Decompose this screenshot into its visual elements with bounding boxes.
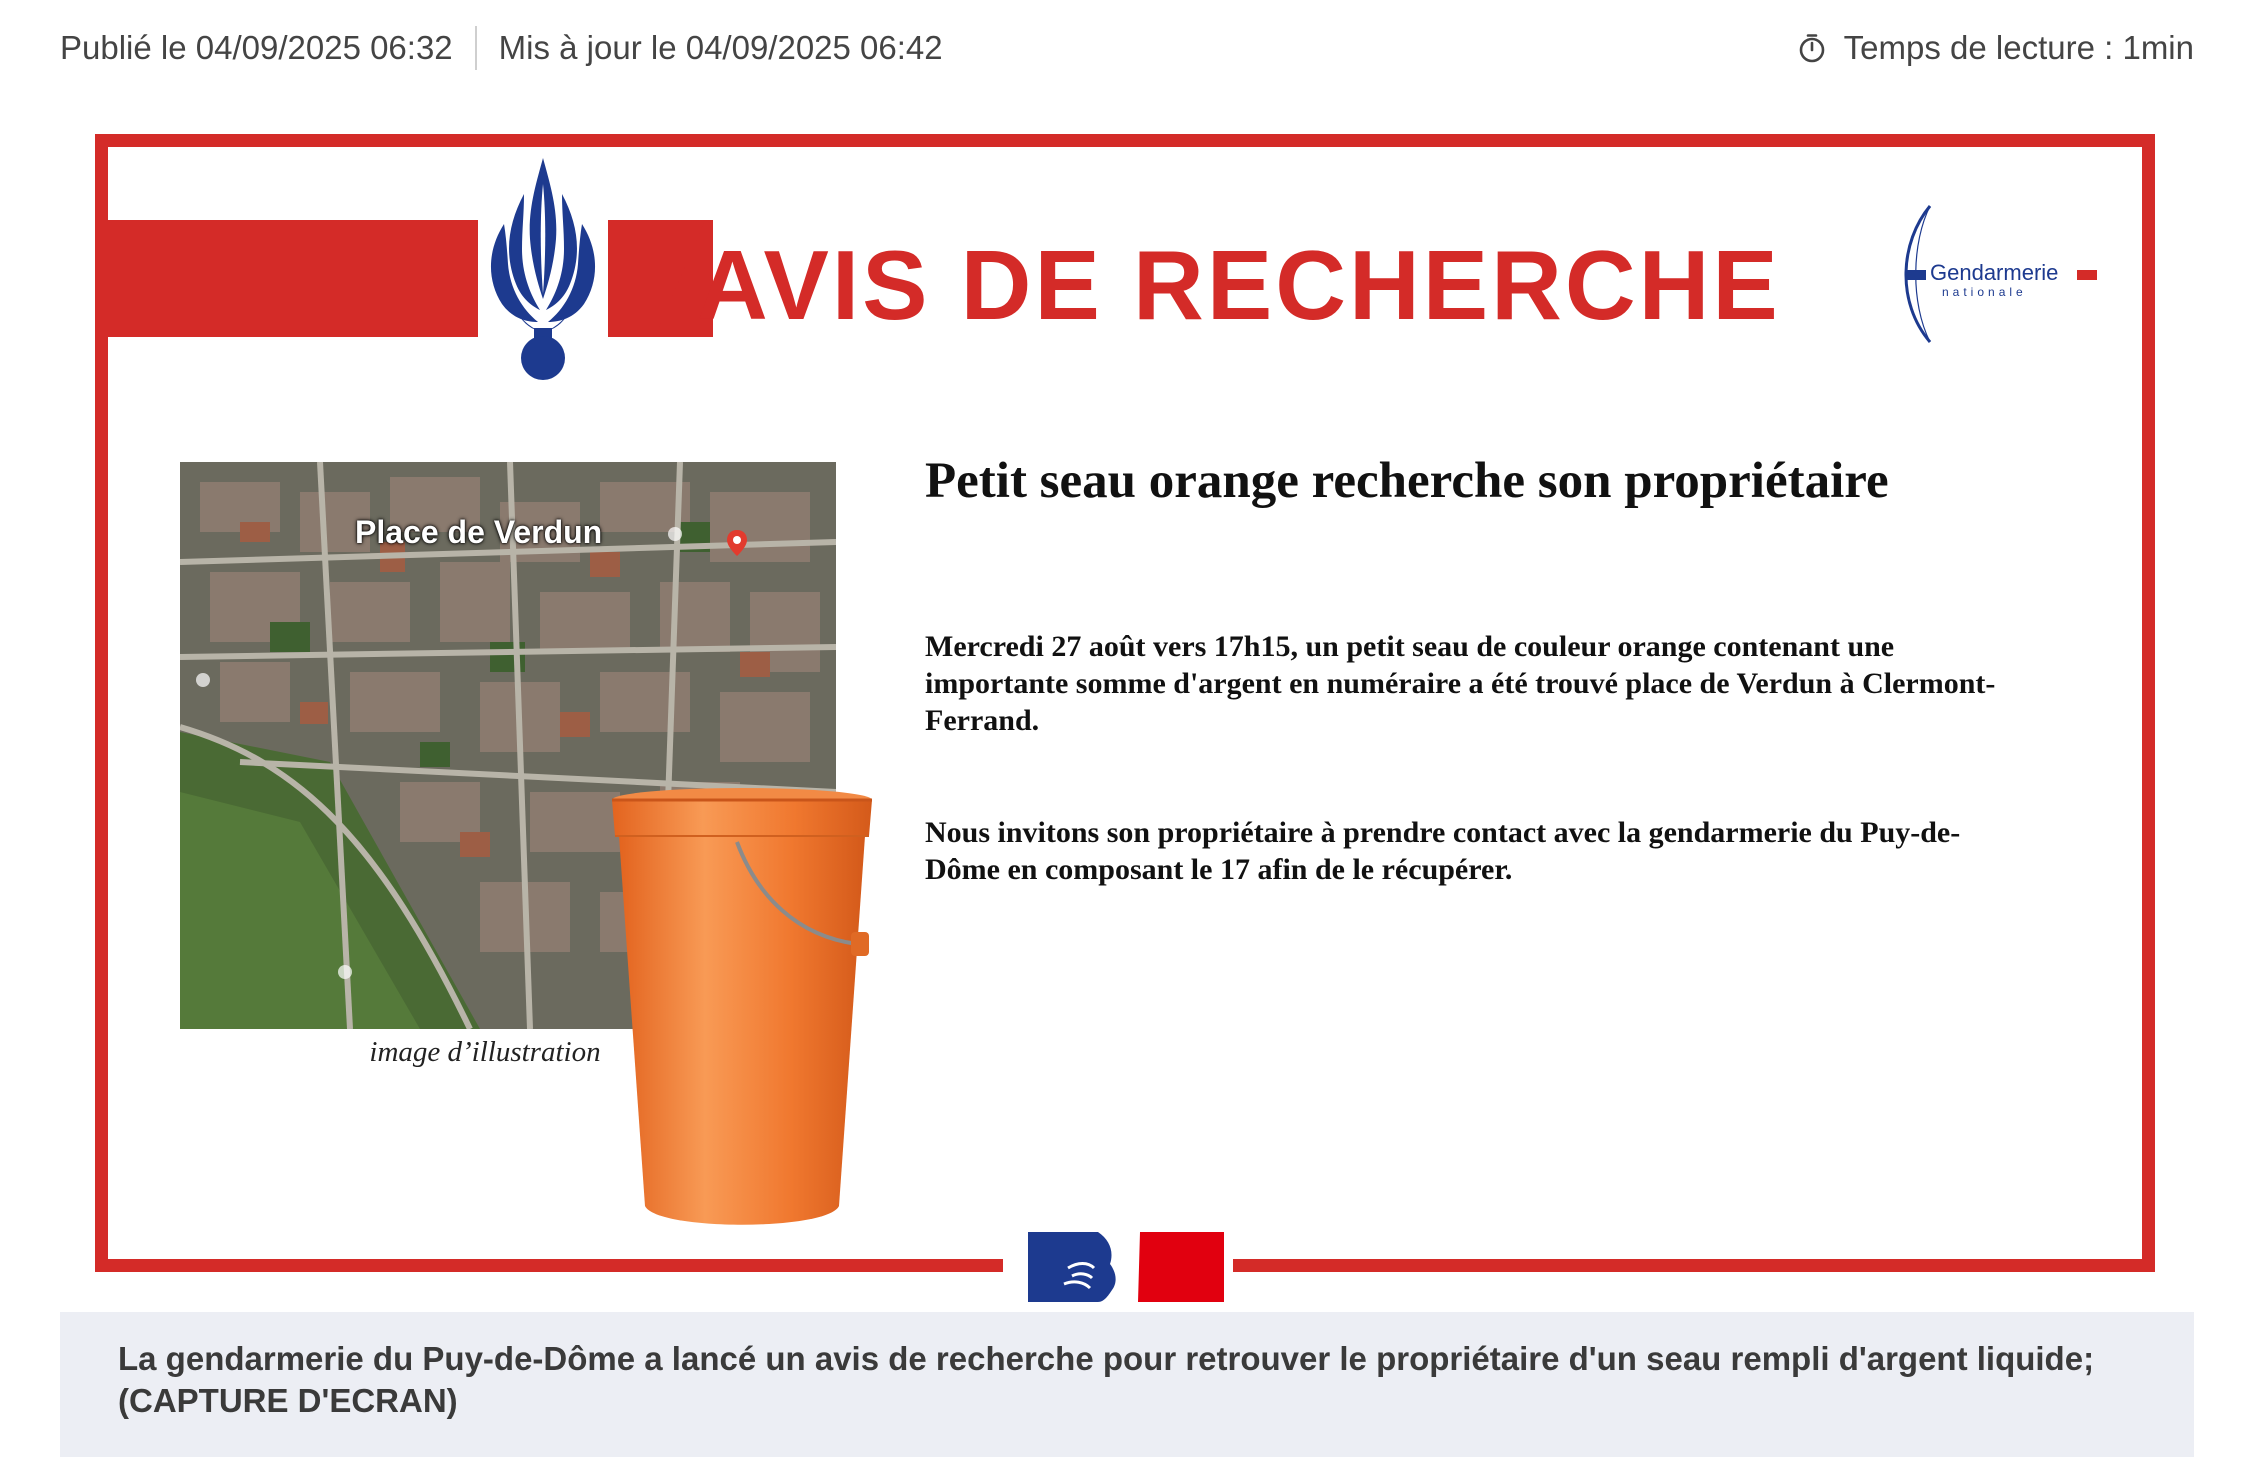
logo-line1: Gendarmerie xyxy=(1930,260,2059,285)
image-caption-text: La gendarmerie du Puy-de-Dôme a lancé un avis de recherche pour retrouver le propriétaire d'un seau rempli d'argent liquide; (CAPTURE D'ECRAN) xyxy=(118,1340,2095,1419)
notice-paragraph-contact: Nous invitons son propriétaire à prendre contact avec la gendarmerie du Puy-de-Dôme en composant le 17 afin de le récupérer. xyxy=(925,816,1961,886)
image-illustration-caption: image d’illustration xyxy=(369,1036,601,1068)
gendarmerie-nationale-logo xyxy=(1890,192,2100,362)
updated-date: Mis à jour le 04/09/2025 06:42 xyxy=(498,29,943,66)
reading-time-label: Temps de lecture : 1min xyxy=(1843,29,2194,66)
orange-bucket-image xyxy=(607,786,877,1246)
notice-title: AVIS DE RECHERCHE xyxy=(697,230,1781,340)
notice-heading: Petit seau orange recherche son propriétaire xyxy=(925,453,1889,509)
article-dates xyxy=(60,22,943,74)
map-place-label: Place de Verdun xyxy=(355,514,603,550)
article-meta-bar xyxy=(60,22,2194,74)
wanted-notice-image xyxy=(95,134,2155,1272)
logo-line2: nationale xyxy=(1942,285,2027,299)
published-date: Publié le 04/09/2025 06:32 xyxy=(60,29,453,66)
reading-time xyxy=(1796,22,2194,74)
gendarmerie-grenade-emblem xyxy=(478,154,608,380)
marianne-logo xyxy=(1028,1232,1224,1302)
image-caption-bar xyxy=(60,1312,2194,1457)
stopwatch-icon xyxy=(1796,32,1828,64)
title-red-band xyxy=(108,220,713,337)
notice-paragraph-found: Mercredi 27 août vers 17h15, un petit seau de couleur orange contenant une importante somme d'argent en numéraire a été trouvé place de Verdun à Clermont-Ferrand. xyxy=(925,630,1996,737)
map-pin-icon xyxy=(727,530,747,556)
meta-divider xyxy=(475,26,477,70)
